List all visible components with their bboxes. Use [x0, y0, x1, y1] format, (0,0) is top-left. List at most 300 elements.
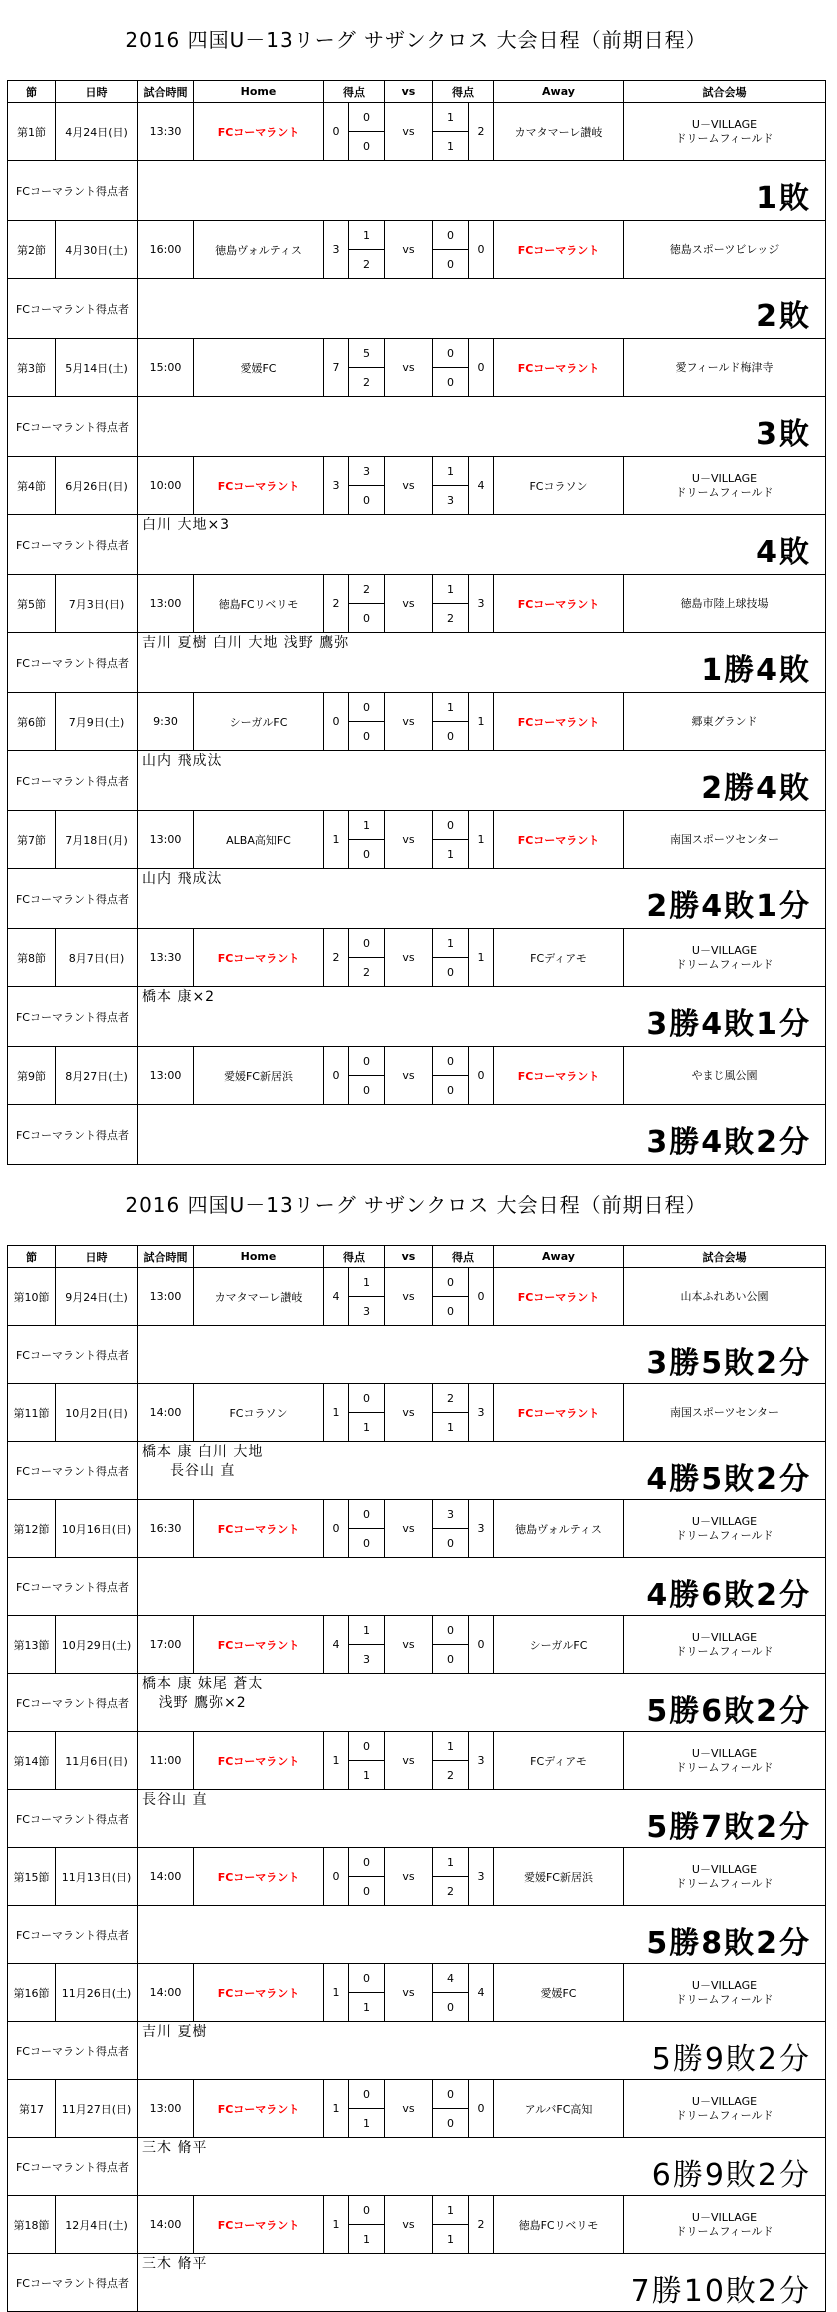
season-record: 6勝9敗2分	[651, 2158, 811, 2193]
season-record: 3敗	[756, 417, 811, 452]
schedule-title: 2016 四国U－13リーグ サザンクロス 大会日程（前期日程）	[125, 28, 707, 52]
venue-cell: U－VILLAGE ドリームフィールド	[624, 103, 826, 161]
round-cell: 第8節	[8, 929, 56, 987]
scorer-row	[8, 515, 826, 575]
away-team-cell: 愛媛FC新居浜	[494, 1848, 624, 1906]
header-row	[8, 1246, 826, 1268]
away-first-half-score: 1	[433, 575, 469, 604]
away-team-cell: カマタマーレ讃岐	[494, 103, 624, 161]
round-cell: 第1節	[8, 103, 56, 161]
match-row	[8, 103, 826, 132]
away-first-half-score: 0	[433, 2080, 469, 2109]
date-cell: 8月7日(日)	[56, 929, 138, 987]
scorer-summary-cell	[138, 279, 826, 339]
kickoff-time-cell: 16:00	[138, 221, 194, 279]
vs-label: vs	[385, 929, 433, 987]
scorer-label: FCコーマラント得点者	[8, 515, 138, 575]
away-total-score: 0	[469, 2080, 494, 2138]
away-total-score: 3	[469, 575, 494, 633]
home-first-half-score: 2	[349, 575, 385, 604]
away-total-score: 0	[469, 1616, 494, 1674]
schedule-block-second	[7, 1165, 825, 2312]
header-vs: vs	[385, 81, 433, 103]
date-cell: 7月18日(月)	[56, 811, 138, 869]
scorer-summary-cell	[138, 2254, 826, 2312]
away-total-score: 1	[469, 929, 494, 987]
venue-cell: U－VILLAGE ドリームフィールド	[624, 929, 826, 987]
schedule-table	[7, 1245, 826, 2312]
match-row	[8, 693, 826, 722]
away-second-half-score: 2	[433, 1877, 469, 1906]
away-first-half-score: 1	[433, 2196, 469, 2225]
date-cell: 4月24日(日)	[56, 103, 138, 161]
home-team-cell: FCコーマラント	[194, 1848, 324, 1906]
scorer-label: FCコーマラント得点者	[8, 2138, 138, 2196]
home-team-cell: FCコーマラント	[194, 457, 324, 515]
away-second-half-score: 0	[433, 1993, 469, 2022]
kickoff-time-cell: 13:00	[138, 2080, 194, 2138]
match-row	[8, 1268, 826, 1297]
scorer-names: 山内 飛成汰	[142, 753, 223, 769]
header-home-score: 得点	[324, 81, 385, 103]
scorer-names: 橋本 康 白川 大地 長谷山 直	[142, 1444, 264, 1479]
date-cell: 11月26日(土)	[56, 1964, 138, 2022]
round-cell: 第12節	[8, 1500, 56, 1558]
away-second-half-score: 0	[433, 1297, 469, 1326]
season-record: 2勝4敗	[701, 771, 811, 806]
away-second-half-score: 0	[433, 722, 469, 751]
away-second-half-score: 0	[433, 1076, 469, 1105]
match-row	[8, 457, 826, 486]
venue-cell: U－VILLAGE ドリームフィールド	[624, 1500, 826, 1558]
header-date: 日時	[56, 1246, 138, 1268]
away-team-cell: FCコーマラント	[494, 339, 624, 397]
away-first-half-score: 1	[433, 693, 469, 722]
home-team-cell: FCコーマラント	[194, 1732, 324, 1790]
match-row	[8, 575, 826, 604]
scorer-row	[8, 2022, 826, 2080]
away-first-half-score: 1	[433, 929, 469, 958]
home-second-half-score: 3	[349, 1297, 385, 1326]
kickoff-time-cell: 11:00	[138, 1732, 194, 1790]
home-total-score: 1	[324, 2196, 349, 2254]
venue-cell: U－VILLAGE ドリームフィールド	[624, 1964, 826, 2022]
header-time: 試合時間	[138, 81, 194, 103]
away-first-half-score: 1	[433, 1848, 469, 1877]
date-cell: 8月27日(土)	[56, 1047, 138, 1105]
away-first-half-score: 1	[433, 103, 469, 132]
season-record: 3勝4敗1分	[646, 1007, 811, 1042]
away-total-score: 3	[469, 1500, 494, 1558]
round-cell: 第7節	[8, 811, 56, 869]
away-team-cell: シーガルFC	[494, 1616, 624, 1674]
match-row	[8, 1732, 826, 1761]
home-team-cell: 徳島FCリベリモ	[194, 575, 324, 633]
scorer-label: FCコーマラント得点者	[8, 869, 138, 929]
scorer-label: FCコーマラント得点者	[8, 1790, 138, 1848]
venue-cell: U－VILLAGE ドリームフィールド	[624, 2080, 826, 2138]
kickoff-time-cell: 14:00	[138, 2196, 194, 2254]
away-total-score: 3	[469, 1848, 494, 1906]
match-row	[8, 339, 826, 368]
home-total-score: 0	[324, 1047, 349, 1105]
match-row	[8, 1616, 826, 1645]
away-team-cell: FCディアモ	[494, 929, 624, 987]
round-cell: 第4節	[8, 457, 56, 515]
scorer-summary-cell	[138, 1442, 826, 1500]
venue-cell: 郷東グランド	[624, 693, 826, 751]
home-first-half-score: 0	[349, 2080, 385, 2109]
round-cell: 第6節	[8, 693, 56, 751]
scorer-row	[8, 1674, 826, 1732]
home-second-half-score: 1	[349, 1413, 385, 1442]
home-first-half-score: 0	[349, 693, 385, 722]
home-total-score: 0	[324, 1500, 349, 1558]
venue-cell: やまじ風公園	[624, 1047, 826, 1105]
home-total-score: 0	[324, 103, 349, 161]
date-cell: 5月14日(土)	[56, 339, 138, 397]
home-first-half-score: 1	[349, 1268, 385, 1297]
scorer-row	[8, 1558, 826, 1616]
home-team-cell: FCコーマラント	[194, 1616, 324, 1674]
round-cell: 第9節	[8, 1047, 56, 1105]
away-first-half-score: 0	[433, 811, 469, 840]
home-second-half-score: 0	[349, 132, 385, 161]
season-record: 5勝9敗2分	[651, 2042, 811, 2077]
header-date: 日時	[56, 81, 138, 103]
away-second-half-score: 3	[433, 486, 469, 515]
scorer-row	[8, 279, 826, 339]
header-vs: vs	[385, 1246, 433, 1268]
scorer-names: 三木 脩平	[142, 2256, 208, 2272]
home-first-half-score: 0	[349, 2196, 385, 2225]
away-team-cell: FCコーマラント	[494, 575, 624, 633]
home-team-cell: FCコラソン	[194, 1384, 324, 1442]
date-cell: 12月4日(土)	[56, 2196, 138, 2254]
away-total-score: 3	[469, 1384, 494, 1442]
scorer-label: FCコーマラント得点者	[8, 1906, 138, 1964]
kickoff-time-cell: 9:30	[138, 693, 194, 751]
kickoff-time-cell: 10:00	[138, 457, 194, 515]
away-second-half-score: 1	[433, 132, 469, 161]
kickoff-time-cell: 17:00	[138, 1616, 194, 1674]
away-first-half-score: 2	[433, 1384, 469, 1413]
vs-label: vs	[385, 1384, 433, 1442]
away-total-score: 0	[469, 339, 494, 397]
venue-cell: 徳島市陸上球技場	[624, 575, 826, 633]
away-team-cell: アルバFC高知	[494, 2080, 624, 2138]
season-record: 7勝10敗2分	[630, 2274, 811, 2309]
home-total-score: 1	[324, 811, 349, 869]
venue-cell: 南国スポーツセンター	[624, 811, 826, 869]
home-first-half-score: 0	[349, 1500, 385, 1529]
header-round: 節	[8, 1246, 56, 1268]
scorer-summary-cell	[138, 869, 826, 929]
home-total-score: 2	[324, 575, 349, 633]
scorer-label: FCコーマラント得点者	[8, 1105, 138, 1165]
scorer-names: 三木 脩平	[142, 2140, 208, 2156]
date-cell: 11月27日(日)	[56, 2080, 138, 2138]
match-row	[8, 1500, 826, 1529]
scorer-summary-cell	[138, 633, 826, 693]
scorer-label: FCコーマラント得点者	[8, 1558, 138, 1616]
scorer-row	[8, 869, 826, 929]
schedule-table	[7, 80, 826, 1165]
away-team-cell: FCコーマラント	[494, 693, 624, 751]
date-cell: 7月3日(日)	[56, 575, 138, 633]
home-total-score: 1	[324, 1964, 349, 2022]
scorer-row	[8, 751, 826, 811]
scorer-names: 長谷山 直	[142, 1792, 208, 1808]
home-total-score: 1	[324, 2080, 349, 2138]
home-total-score: 0	[324, 693, 349, 751]
away-total-score: 3	[469, 1732, 494, 1790]
match-row	[8, 2080, 826, 2109]
scorer-label: FCコーマラント得点者	[8, 987, 138, 1047]
scorer-row	[8, 987, 826, 1047]
away-first-half-score: 1	[433, 457, 469, 486]
away-total-score: 1	[469, 693, 494, 751]
scorer-summary-cell	[138, 161, 826, 221]
away-total-score: 2	[469, 2196, 494, 2254]
scorer-row	[8, 1906, 826, 1964]
away-first-half-score: 0	[433, 339, 469, 368]
away-total-score: 0	[469, 1047, 494, 1105]
away-total-score: 2	[469, 103, 494, 161]
season-record: 5勝6敗2分	[646, 1694, 811, 1729]
home-second-half-score: 0	[349, 1877, 385, 1906]
schedule-title: 2016 四国U－13リーグ サザンクロス 大会日程（前期日程）	[125, 1193, 707, 1217]
scorer-summary-cell	[138, 397, 826, 457]
scorer-summary-cell	[138, 987, 826, 1047]
away-first-half-score: 0	[433, 1047, 469, 1076]
home-team-cell: FCコーマラント	[194, 1500, 324, 1558]
home-second-half-score: 1	[349, 1993, 385, 2022]
vs-label: vs	[385, 1616, 433, 1674]
round-cell: 第14節	[8, 1732, 56, 1790]
scorer-label: FCコーマラント得点者	[8, 2022, 138, 2080]
away-second-half-score: 1	[433, 840, 469, 869]
season-record: 2勝4敗1分	[646, 889, 811, 924]
kickoff-time-cell: 16:30	[138, 1500, 194, 1558]
vs-label: vs	[385, 693, 433, 751]
scorer-label: FCコーマラント得点者	[8, 751, 138, 811]
home-second-half-score: 3	[349, 1645, 385, 1674]
scorer-row	[8, 1442, 826, 1500]
vs-label: vs	[385, 339, 433, 397]
home-total-score: 4	[324, 1268, 349, 1326]
match-row	[8, 811, 826, 840]
scorer-row	[8, 2138, 826, 2196]
away-team-cell: FCコーマラント	[494, 811, 624, 869]
season-record: 3勝5敗2分	[646, 1346, 811, 1381]
date-cell: 10月16日(日)	[56, 1500, 138, 1558]
match-row	[8, 221, 826, 250]
scorer-label: FCコーマラント得点者	[8, 161, 138, 221]
header-venue: 試合会場	[624, 1246, 826, 1268]
header-home: Home	[194, 1246, 324, 1268]
home-first-half-score: 1	[349, 221, 385, 250]
home-second-half-score: 1	[349, 2225, 385, 2254]
away-team-cell: FCコーマラント	[494, 1047, 624, 1105]
schedule-block-first	[7, 0, 825, 1165]
kickoff-time-cell: 14:00	[138, 1848, 194, 1906]
away-team-cell: FCコーマラント	[494, 221, 624, 279]
header-away: Away	[494, 1246, 624, 1268]
away-team-cell: FCディアモ	[494, 1732, 624, 1790]
home-first-half-score: 0	[349, 929, 385, 958]
away-total-score: 1	[469, 811, 494, 869]
vs-label: vs	[385, 1047, 433, 1105]
kickoff-time-cell: 13:00	[138, 1268, 194, 1326]
match-row	[8, 2196, 826, 2225]
home-team-cell: ALBA高知FC	[194, 811, 324, 869]
home-second-half-score: 0	[349, 722, 385, 751]
home-team-cell: FCコーマラント	[194, 2080, 324, 2138]
vs-label: vs	[385, 1732, 433, 1790]
home-team-cell: 愛媛FC新居浜	[194, 1047, 324, 1105]
round-cell: 第5節	[8, 575, 56, 633]
scorer-label: FCコーマラント得点者	[8, 1442, 138, 1500]
home-first-half-score: 0	[349, 1384, 385, 1413]
match-row	[8, 929, 826, 958]
venue-cell: U－VILLAGE ドリームフィールド	[624, 1848, 826, 1906]
vs-label: vs	[385, 2196, 433, 2254]
home-team-cell: 愛媛FC	[194, 339, 324, 397]
venue-cell: 山本ふれあい公園	[624, 1268, 826, 1326]
kickoff-time-cell: 14:00	[138, 1384, 194, 1442]
scorer-row	[8, 1326, 826, 1384]
scorer-names: 吉川 夏樹	[142, 2024, 208, 2040]
date-cell: 4月30日(土)	[56, 221, 138, 279]
venue-cell: 徳島スポーツビレッジ	[624, 221, 826, 279]
away-total-score: 0	[469, 1268, 494, 1326]
scorer-label: FCコーマラント得点者	[8, 1674, 138, 1732]
away-total-score: 4	[469, 457, 494, 515]
round-cell: 第13節	[8, 1616, 56, 1674]
scorer-label: FCコーマラント得点者	[8, 633, 138, 693]
home-first-half-score: 1	[349, 1616, 385, 1645]
home-second-half-score: 1	[349, 1761, 385, 1790]
home-team-cell: 徳島ヴォルティス	[194, 221, 324, 279]
kickoff-time-cell: 15:00	[138, 339, 194, 397]
home-total-score: 3	[324, 457, 349, 515]
season-record: 5勝7敗2分	[646, 1810, 811, 1845]
round-cell: 第11節	[8, 1384, 56, 1442]
kickoff-time-cell: 13:30	[138, 103, 194, 161]
date-cell: 6月26日(日)	[56, 457, 138, 515]
scorer-summary-cell	[138, 751, 826, 811]
round-cell: 第15節	[8, 1848, 56, 1906]
date-cell: 10月29日(土)	[56, 1616, 138, 1674]
header-home: Home	[194, 81, 324, 103]
season-record: 3勝4敗2分	[646, 1125, 811, 1160]
round-cell: 第2節	[8, 221, 56, 279]
home-second-half-score: 1	[349, 2109, 385, 2138]
vs-label: vs	[385, 457, 433, 515]
header-venue: 試合会場	[624, 81, 826, 103]
home-second-half-score: 0	[349, 486, 385, 515]
venue-cell: U－VILLAGE ドリームフィールド	[624, 2196, 826, 2254]
away-second-half-score: 0	[433, 1529, 469, 1558]
home-first-half-score: 0	[349, 1732, 385, 1761]
home-first-half-score: 0	[349, 1848, 385, 1877]
home-first-half-score: 3	[349, 457, 385, 486]
home-first-half-score: 5	[349, 339, 385, 368]
scorer-label: FCコーマラント得点者	[8, 1326, 138, 1384]
scorer-row	[8, 633, 826, 693]
vs-label: vs	[385, 811, 433, 869]
away-first-half-score: 1	[433, 1732, 469, 1761]
header-row	[8, 81, 826, 103]
home-first-half-score: 0	[349, 1964, 385, 1993]
venue-cell: U－VILLAGE ドリームフィールド	[624, 457, 826, 515]
home-second-half-score: 2	[349, 250, 385, 279]
scorer-names: 白川 大地×3	[142, 517, 231, 533]
season-record: 5勝8敗2分	[646, 1926, 811, 1961]
away-second-half-score: 0	[433, 368, 469, 397]
round-cell: 第16節	[8, 1964, 56, 2022]
scorer-names: 山内 飛成汰	[142, 871, 223, 887]
away-first-half-score: 3	[433, 1500, 469, 1529]
home-second-half-score: 0	[349, 1529, 385, 1558]
header-home-score: 得点	[324, 1246, 385, 1268]
scorer-summary-cell	[138, 515, 826, 575]
header-away-score: 得点	[433, 1246, 494, 1268]
home-team-cell: FCコーマラント	[194, 929, 324, 987]
season-record: 4勝6敗2分	[646, 1578, 811, 1613]
away-team-cell: FCコーマラント	[494, 1384, 624, 1442]
away-second-half-score: 0	[433, 2109, 469, 2138]
away-first-half-score: 0	[433, 1616, 469, 1645]
home-total-score: 7	[324, 339, 349, 397]
header-time: 試合時間	[138, 1246, 194, 1268]
venue-cell: 南国スポーツセンター	[624, 1384, 826, 1442]
away-first-half-score: 4	[433, 1964, 469, 1993]
venue-cell: U－VILLAGE ドリームフィールド	[624, 1616, 826, 1674]
away-first-half-score: 0	[433, 1268, 469, 1297]
vs-label: vs	[385, 575, 433, 633]
scorer-summary-cell	[138, 1906, 826, 1964]
scorer-summary-cell	[138, 2022, 826, 2080]
home-team-cell: FCコーマラント	[194, 2196, 324, 2254]
home-team-cell: カマタマーレ讃岐	[194, 1268, 324, 1326]
kickoff-time-cell: 13:30	[138, 929, 194, 987]
home-second-half-score: 2	[349, 368, 385, 397]
kickoff-time-cell: 13:00	[138, 1047, 194, 1105]
vs-label: vs	[385, 2080, 433, 2138]
away-first-half-score: 0	[433, 221, 469, 250]
away-team-cell: FCコーマラント	[494, 1268, 624, 1326]
kickoff-time-cell: 14:00	[138, 1964, 194, 2022]
scorer-summary-cell	[138, 1326, 826, 1384]
header-round: 節	[8, 81, 56, 103]
away-team-cell: 徳島ヴォルティス	[494, 1500, 624, 1558]
away-total-score: 4	[469, 1964, 494, 2022]
scorer-row	[8, 161, 826, 221]
date-cell: 7月9日(土)	[56, 693, 138, 751]
date-cell: 10月2日(日)	[56, 1384, 138, 1442]
venue-cell: U－VILLAGE ドリームフィールド	[624, 1732, 826, 1790]
scorer-row	[8, 397, 826, 457]
round-cell: 第10節	[8, 1268, 56, 1326]
vs-label: vs	[385, 1268, 433, 1326]
home-team-cell: FCコーマラント	[194, 103, 324, 161]
home-total-score: 1	[324, 1732, 349, 1790]
home-second-half-score: 0	[349, 604, 385, 633]
season-record: 2敗	[756, 299, 811, 334]
away-second-half-score: 0	[433, 958, 469, 987]
